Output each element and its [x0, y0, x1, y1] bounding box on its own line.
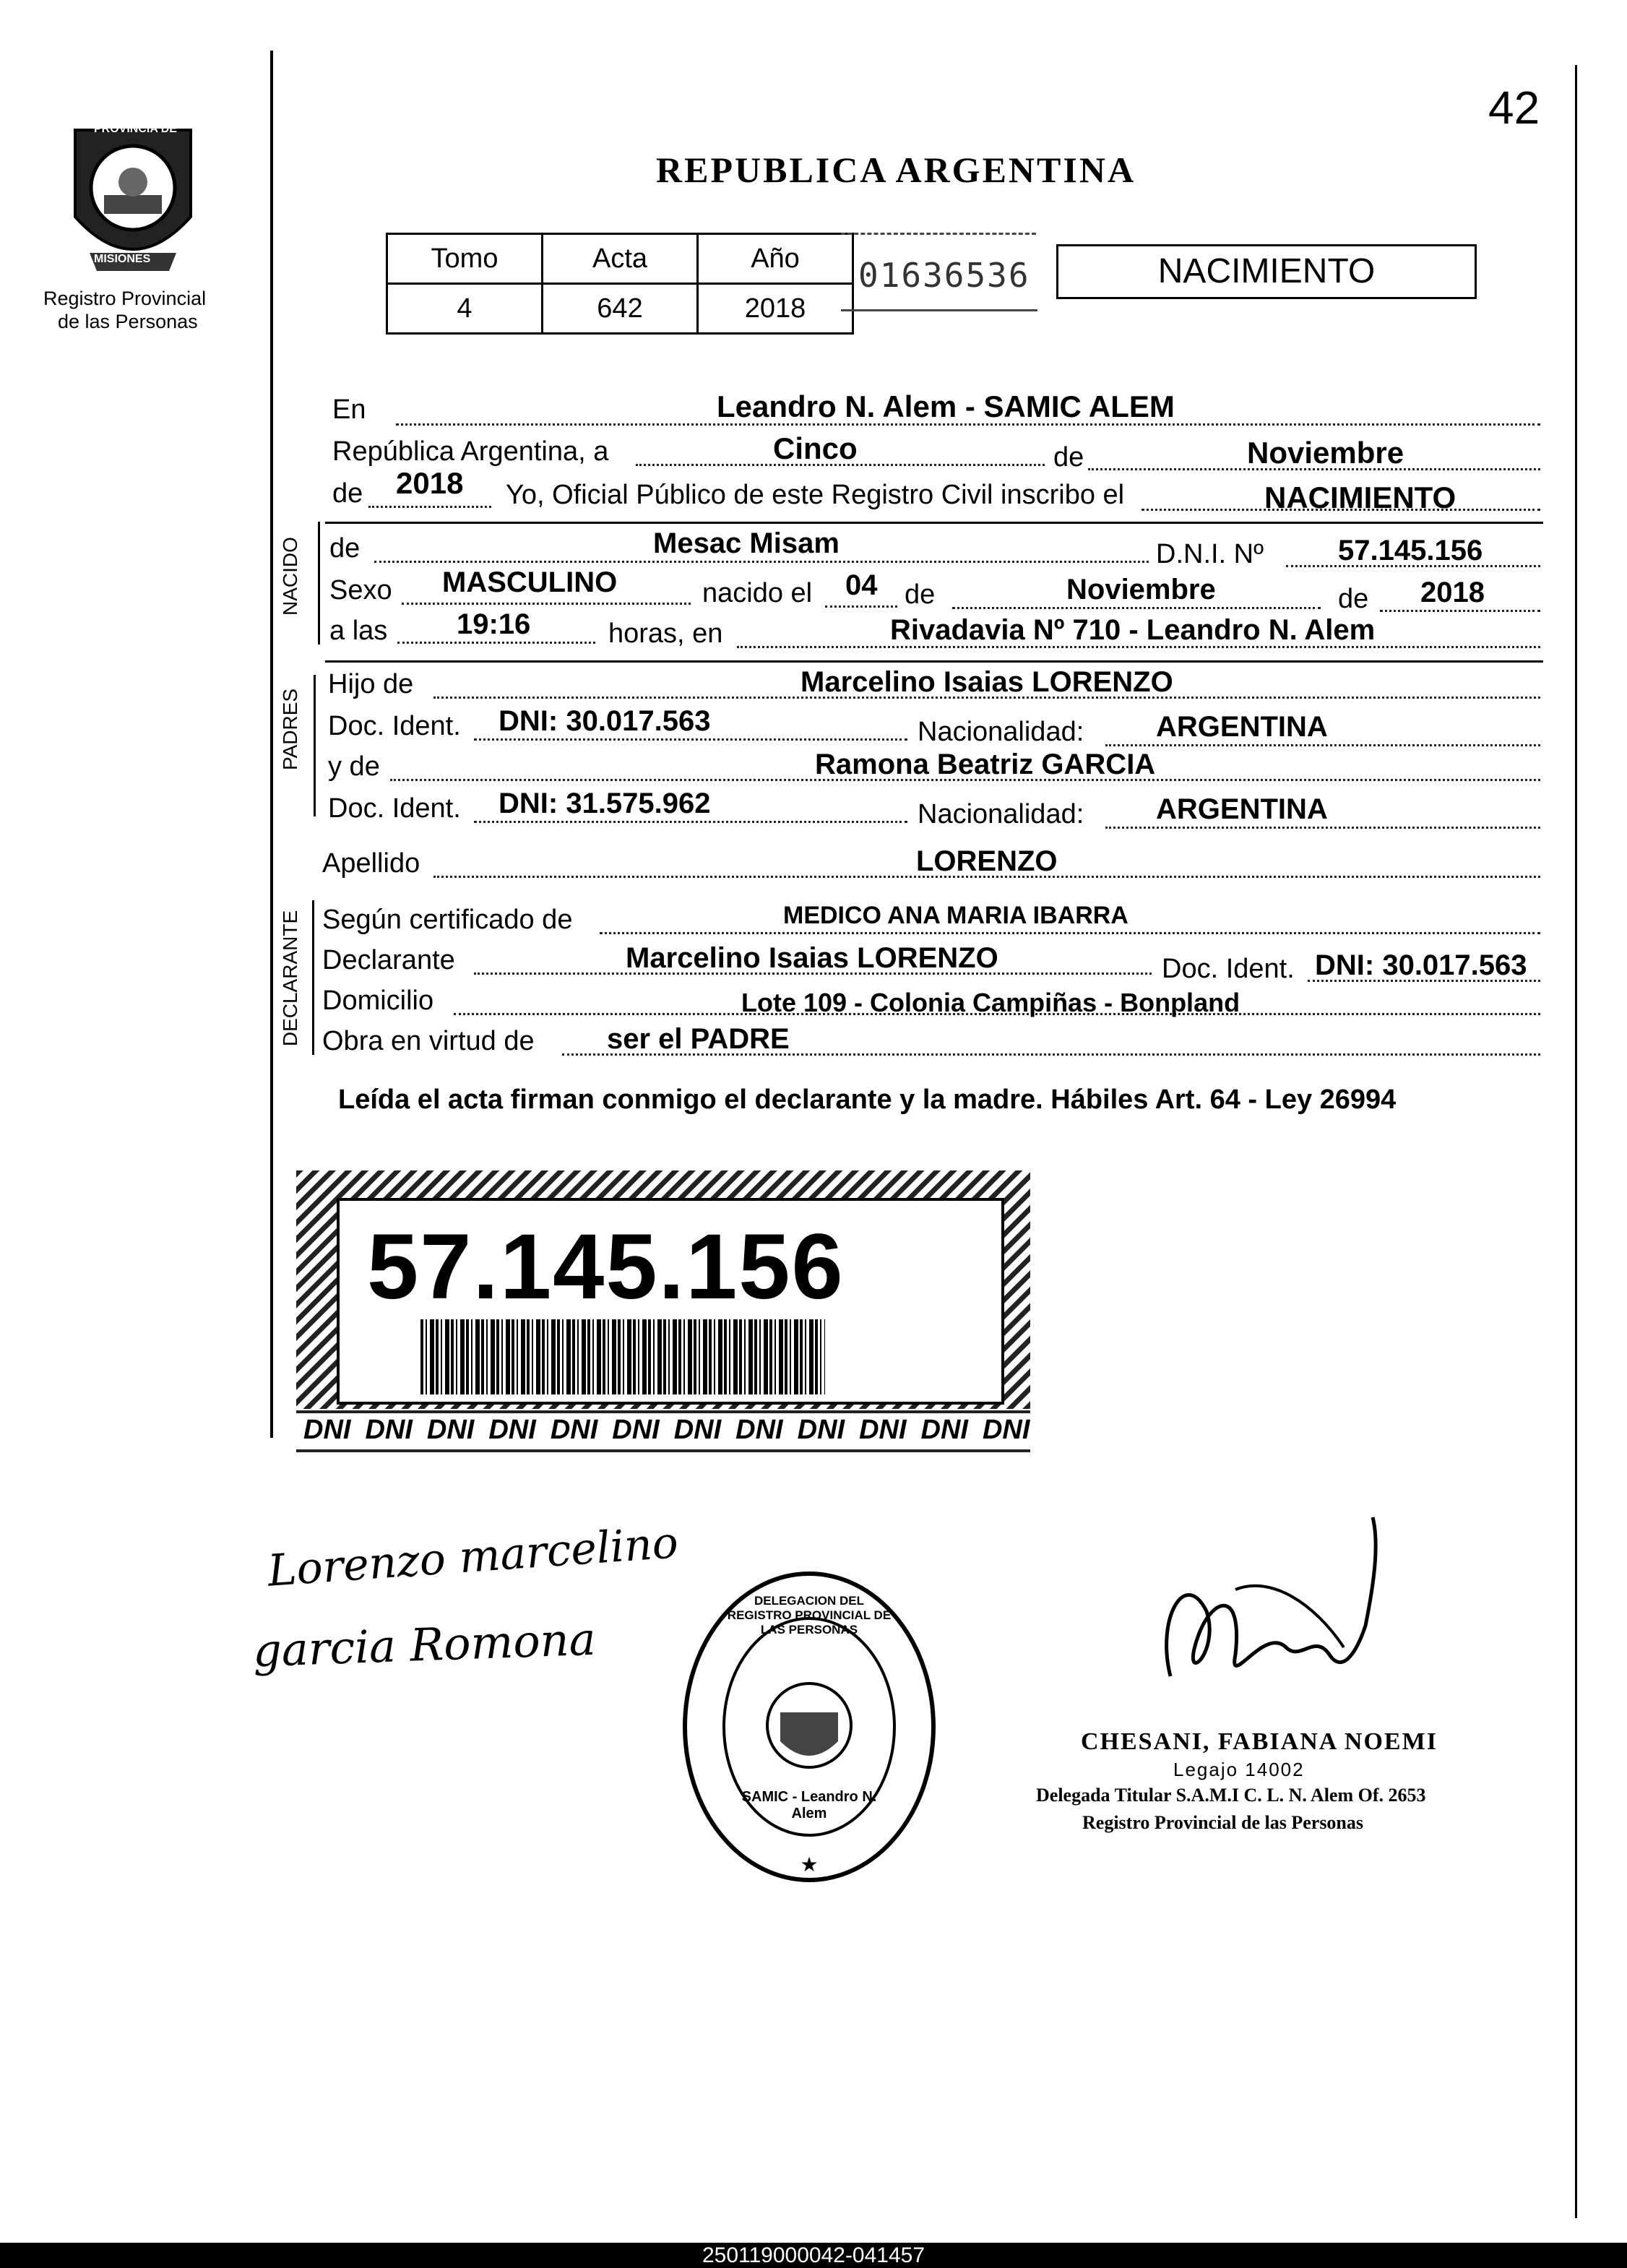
signature-father: Lorenzo marcelino: [266, 1517, 680, 1597]
de-label: de: [332, 478, 363, 509]
section-bar: [318, 522, 320, 644]
table-cell: 642: [543, 284, 698, 334]
dni-pattern-text: DNI: [920, 1415, 968, 1445]
page-number: 42: [1488, 82, 1540, 134]
seal-inner-text: SAMIC - Leandro N. Alem: [741, 1789, 877, 1821]
dotted-line: [396, 423, 1540, 426]
mother-name: Ramona Beatriz GARCIA: [815, 749, 1156, 780]
dotted-line: [1105, 744, 1540, 746]
en-label: En: [332, 394, 366, 425]
dotted-line: [374, 561, 1149, 563]
dotted-line: [1105, 827, 1540, 829]
register-table: [386, 233, 854, 335]
official-signature: [1127, 1503, 1402, 1734]
nacido-label: nacido el: [702, 578, 813, 608]
document-title: REPUBLICA ARGENTINA: [656, 150, 1136, 190]
dni-value: 57.145.156: [1338, 535, 1483, 566]
official-legajo: Legajo 14002: [1173, 1759, 1305, 1780]
dni-pattern-text: DNI: [303, 1415, 351, 1445]
dni-pattern-text: DNI: [612, 1415, 660, 1445]
section-bar: [312, 900, 314, 1055]
doc-label: Doc. Ident.: [328, 793, 461, 824]
footer-code: 250119000042-041457: [702, 2243, 925, 2267]
dni-pattern-text: DNI: [797, 1415, 845, 1445]
dotted-line: [474, 821, 907, 823]
yde-label: y de: [328, 751, 380, 782]
apellido-label: Apellido: [322, 848, 420, 879]
dni-pattern-row: [296, 1415, 1030, 1448]
cert-value: MEDICO ANA MARIA IBARRA: [783, 902, 1128, 929]
dni-pattern-text: DNI: [735, 1415, 783, 1445]
table-header: Tomo: [387, 234, 543, 284]
logo-text-bottom: MISIONES: [94, 253, 151, 265]
section-bar: [314, 675, 316, 816]
hijo-label: Hijo de: [328, 669, 414, 699]
dotted-line: [402, 603, 691, 605]
declarante-label: Declarante: [322, 945, 455, 975]
de-label: de: [905, 579, 936, 610]
dotted-line: [952, 607, 1321, 609]
declarante-doc: DNI: 30.017.563: [1315, 949, 1527, 981]
domicilio-label: Domicilio: [322, 986, 434, 1016]
de-label: de: [1053, 442, 1084, 473]
father-name: Marcelino Isaias LORENZO: [800, 666, 1173, 698]
horas-label: horas, en: [608, 618, 723, 649]
official-name: CHESANI, FABIANA NOEMI: [1081, 1728, 1438, 1755]
apellido-value: LORENZO: [916, 845, 1058, 877]
mother-nationality: ARGENTINA: [1156, 793, 1328, 825]
footer-bar: [0, 2243, 1627, 2268]
registry-label-2: de las Personas: [58, 311, 198, 332]
birth-month: Noviembre: [1066, 574, 1216, 605]
dni-number: 57.145.156: [367, 1215, 845, 1319]
birth-place: Rivadavia Nº 710 - Leandro N. Alem: [890, 614, 1376, 646]
father-doc: DNI: 30.017.563: [499, 705, 711, 737]
obra-value: ser el PADRE: [607, 1023, 790, 1055]
official-role: Delegada Titular S.A.M.I C. L. N. Alem Of. 2653: [1036, 1785, 1426, 1806]
declarante-section-label: DECLARANTE: [279, 910, 301, 1047]
section-divider: [325, 660, 1543, 663]
born-name: Mesac Misam: [653, 527, 840, 559]
nacionalidad-label: Nacionalidad:: [918, 717, 1084, 747]
signature-mother: garcia Romona: [251, 1612, 597, 1678]
stamp-number-box: [841, 228, 1037, 318]
sexo-value: MASCULINO: [442, 566, 618, 598]
oficial-text: Yo, Oficial Público de este Registro Civil inscribo el: [506, 480, 1125, 510]
dni-pattern-text: DNI: [859, 1415, 907, 1445]
nacido-section-label: NACIDO: [279, 537, 301, 616]
year-value: 2018: [396, 466, 464, 500]
official-registry: Registro Provincial de las Personas: [1082, 1812, 1364, 1833]
cert-label: Según certificado de: [322, 905, 573, 935]
right-margin-line: [1575, 65, 1577, 2218]
logo-text-top: PROVINCIA DE: [94, 123, 177, 135]
dni-pattern-text: DNI: [365, 1415, 413, 1445]
birth-year: 2018: [1420, 577, 1485, 608]
section-divider: [325, 522, 1543, 524]
official-seal: [679, 1568, 939, 1886]
dni-pattern-text: DNI: [982, 1415, 1030, 1445]
act-type: NACIMIENTO: [1157, 252, 1376, 290]
registry-label-1: Registro Provincial: [43, 288, 207, 309]
dni-pattern-text: DNI: [426, 1415, 475, 1445]
dni-pattern-text: DNI: [673, 1415, 722, 1445]
left-margin-line: [270, 51, 273, 1438]
padres-section-label: PADRES: [279, 688, 301, 770]
mother-doc: DNI: 31.575.962: [499, 788, 711, 819]
birth-day: 04: [845, 569, 878, 601]
de-label: de: [1338, 584, 1369, 614]
table-cell: 4: [387, 284, 543, 334]
dni-pattern-text: DNI: [550, 1415, 598, 1445]
table-cell: 2018: [698, 284, 853, 334]
dotted-line: [368, 506, 491, 508]
stamp-number: 01636536: [858, 256, 1030, 295]
dni-number-box: [296, 1170, 1030, 1452]
nacionalidad-label: Nacionalidad:: [918, 799, 1084, 829]
dni-label: D.N.I. Nº: [1156, 539, 1264, 569]
dotted-line: [474, 738, 907, 741]
day-value: Cinco: [773, 431, 858, 465]
declarante-value: Marcelino Isaias LORENZO: [626, 942, 998, 974]
closing-text: Leída el acta firman conmigo el declarante y la madre. Hábiles Art. 64 - Ley 26994: [338, 1085, 1397, 1115]
domicilio-value: Lote 109 - Colonia Campiñas - Bonpland: [741, 988, 1240, 1017]
dni-pattern-text: DNI: [488, 1415, 536, 1445]
barcode: [420, 1319, 825, 1394]
seal-ring-text: DELEGACION DEL REGISTRO PROVINCIAL DE LAS PERSONAS: [727, 1594, 892, 1637]
table-header: Acta: [543, 234, 698, 284]
republica-label: República Argentina, a: [332, 436, 609, 467]
table-header: Año: [698, 234, 853, 284]
birth-hour: 19:16: [457, 608, 531, 640]
doc-label: Doc. Ident.: [1162, 954, 1295, 984]
de-label: de: [329, 533, 361, 564]
alas-label: a las: [329, 616, 388, 646]
obra-label: Obra en virtud de: [322, 1026, 535, 1056]
dotted-line: [600, 932, 1540, 934]
dotted-line: [1380, 610, 1540, 612]
dotted-line: [737, 646, 1540, 648]
en-value: Leandro N. Alem - SAMIC ALEM: [717, 389, 1175, 423]
dotted-line: [825, 605, 897, 608]
svg-text:★: ★: [800, 1853, 819, 1876]
act-value: NACIMIENTO: [1264, 480, 1456, 514]
doc-label: Doc. Ident.: [328, 711, 461, 741]
sexo-label: Sexo: [329, 575, 392, 605]
dotted-line: [397, 642, 595, 644]
father-nationality: ARGENTINA: [1156, 711, 1328, 743]
month-value: Noviembre: [1247, 436, 1404, 470]
act-type-box: [1056, 244, 1477, 299]
